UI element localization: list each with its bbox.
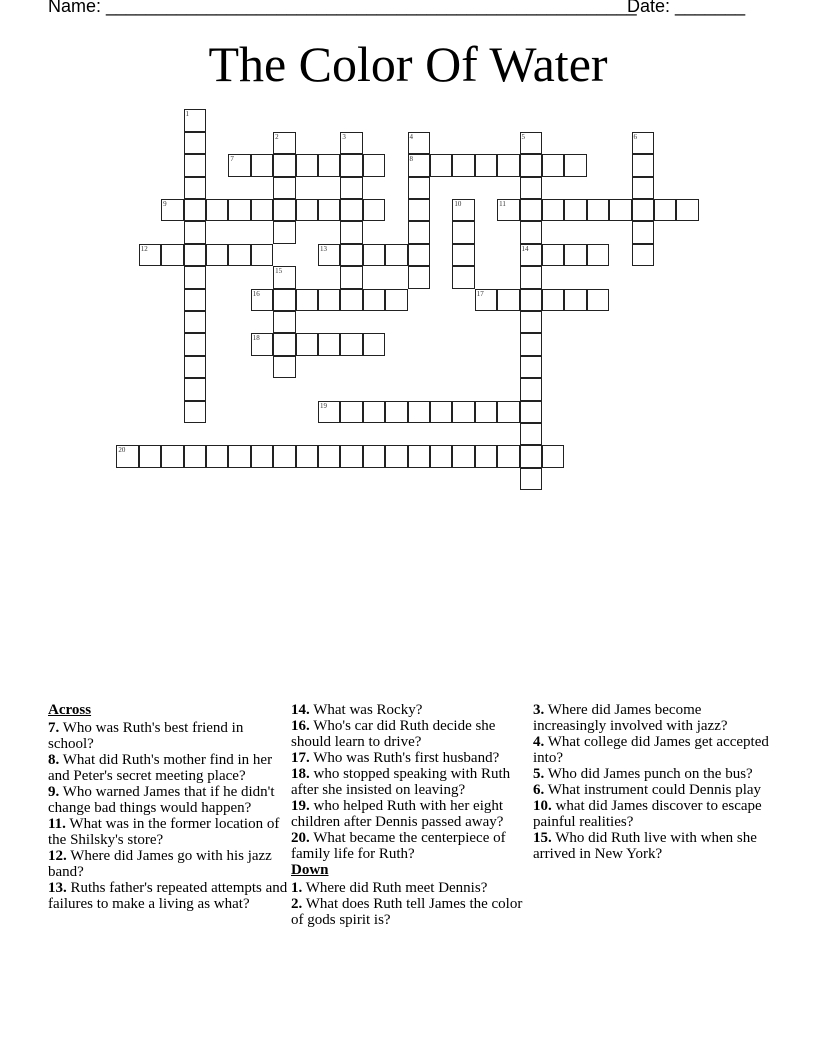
crossword-cell[interactable] (318, 289, 340, 311)
crossword-cell[interactable] (520, 132, 542, 154)
clue-text: What was Rocky? (313, 702, 423, 718)
crossword-cell[interactable] (184, 154, 206, 176)
crossword-cell[interactable] (273, 333, 295, 355)
cell-number: 19 (319, 401, 327, 410)
crossword-cell[interactable] (587, 199, 609, 221)
crossword-cell[interactable] (184, 378, 206, 400)
clue-number: 10. (533, 798, 552, 814)
crossword-cell[interactable] (251, 199, 273, 221)
crossword-cell[interactable] (408, 244, 430, 266)
cell-number: 16 (252, 289, 260, 298)
crossword-cell[interactable] (184, 333, 206, 355)
crossword-cell[interactable] (385, 244, 407, 266)
crossword-cell[interactable] (184, 356, 206, 378)
clue-number: 16. (291, 718, 310, 734)
clue-text: What college did James get accepted into? (533, 734, 769, 766)
clue-down-2 (291, 896, 531, 928)
crossword-cell[interactable] (184, 109, 206, 131)
crossword-cell[interactable] (520, 244, 542, 266)
crossword-cell[interactable] (542, 199, 564, 221)
crossword-cell[interactable] (520, 378, 542, 400)
crossword-cell[interactable] (408, 132, 430, 154)
crossword-cell[interactable] (452, 221, 474, 243)
crossword-cell[interactable] (430, 445, 452, 467)
cell-number: 18 (252, 334, 260, 343)
crossword-cell[interactable] (385, 289, 407, 311)
crossword-cell[interactable] (206, 445, 228, 467)
crossword-cell[interactable] (139, 244, 161, 266)
clue-across-13 (48, 880, 288, 912)
crossword-cell[interactable] (520, 177, 542, 199)
cell-number: 5 (521, 132, 526, 141)
clue-text: Who was Ruth's best friend in school? (48, 720, 244, 752)
crossword-cell[interactable] (497, 154, 519, 176)
clue-text: Who did James punch on the bus? (547, 766, 753, 782)
clue-across-9 (48, 784, 288, 816)
down-heading: Down (291, 862, 329, 878)
crossword-cell[interactable] (184, 401, 206, 423)
clue-number: 19. (291, 798, 310, 814)
crossword-cell[interactable] (520, 311, 542, 333)
crossword-cell[interactable] (251, 333, 273, 355)
crossword-cell[interactable] (251, 289, 273, 311)
crossword-cell[interactable] (564, 244, 586, 266)
crossword-cell[interactable] (497, 401, 519, 423)
crossword-cell[interactable] (139, 445, 161, 467)
clue-text: Where did Ruth meet Dennis? (305, 880, 488, 896)
clue-number: 4. (533, 734, 545, 750)
cell-number: 11 (499, 199, 506, 208)
crossword-cell[interactable] (475, 289, 497, 311)
crossword-cell[interactable] (273, 266, 295, 288)
crossword-cell[interactable] (251, 244, 273, 266)
crossword-cell[interactable] (632, 154, 654, 176)
crossword-cell[interactable] (520, 401, 542, 423)
crossword-cell[interactable] (408, 266, 430, 288)
clues-column-2 (291, 702, 531, 928)
crossword-cell[interactable] (632, 199, 654, 221)
cell-number: 10 (454, 199, 462, 208)
clues-column-3 (533, 702, 773, 862)
clue-across-16 (291, 718, 531, 750)
crossword-cell[interactable] (520, 266, 542, 288)
crossword-cell[interactable] (542, 154, 564, 176)
crossword-cell[interactable] (184, 221, 206, 243)
clue-text: What does Ruth tell James the color of gods spirit is? (291, 896, 523, 928)
crossword-cell[interactable] (273, 199, 295, 221)
clue-text: what did James discover to escape painful realities? (533, 798, 762, 830)
crossword-cell[interactable] (408, 154, 430, 176)
crossword-cell[interactable] (564, 154, 586, 176)
clue-text: Ruths father's repeated attempts and failures to make a living as what? (48, 880, 288, 912)
crossword-cell[interactable] (184, 199, 206, 221)
crossword-cell[interactable] (184, 266, 206, 288)
crossword-cell[interactable] (161, 244, 183, 266)
crossword-cell[interactable] (497, 445, 519, 467)
crossword-cell[interactable] (632, 132, 654, 154)
crossword-cell[interactable] (408, 221, 430, 243)
clue-across-14 (291, 702, 531, 718)
cell-number: 17 (476, 289, 484, 298)
clue-text: Who's car did Ruth decide she should learn to drive? (291, 718, 496, 750)
cell-number: 15 (275, 267, 283, 276)
clue-down-10 (533, 798, 773, 830)
clue-number: 1. (291, 880, 303, 896)
crossword-cell[interactable] (184, 289, 206, 311)
clue-number: 13. (48, 880, 67, 896)
crossword-cell[interactable] (228, 244, 250, 266)
clue-across-19 (291, 798, 531, 830)
page-title: The Color Of Water (208, 36, 608, 92)
crossword-cell[interactable] (632, 221, 654, 243)
crossword-cell[interactable] (273, 311, 295, 333)
crossword-cell[interactable] (340, 244, 362, 266)
crossword-cell[interactable] (340, 221, 362, 243)
crossword-cell[interactable] (273, 289, 295, 311)
clue-number: 17. (291, 750, 310, 766)
crossword-cell[interactable] (430, 154, 452, 176)
crossword-cell[interactable] (676, 199, 698, 221)
crossword-cell[interactable] (632, 177, 654, 199)
crossword-cell[interactable] (161, 199, 183, 221)
cell-number: 2 (275, 132, 279, 141)
crossword-cell[interactable] (318, 445, 340, 467)
crossword-cell[interactable] (340, 445, 362, 467)
clue-number: 12. (48, 848, 67, 864)
crossword-cell[interactable] (452, 401, 474, 423)
crossword-cell[interactable] (340, 199, 362, 221)
crossword-cell[interactable] (161, 445, 183, 467)
crossword-cell[interactable] (497, 289, 519, 311)
crossword-cell[interactable] (273, 221, 295, 243)
crossword-cell[interactable] (184, 311, 206, 333)
clue-text: Who was Ruth's first husband? (313, 750, 500, 766)
crossword-cell[interactable] (363, 154, 385, 176)
crossword-cell[interactable] (184, 445, 206, 467)
cell-number: 13 (319, 244, 327, 253)
crossword-cell[interactable] (520, 221, 542, 243)
clue-text: What did Ruth's mother find in her and Peter's secret meeting place? (48, 752, 273, 784)
crossword-cell[interactable] (363, 445, 385, 467)
crossword-cell[interactable] (340, 266, 362, 288)
crossword-cell[interactable] (475, 445, 497, 467)
crossword-cell[interactable] (520, 445, 542, 467)
clue-text: Where did James become increasingly involved with jazz? (533, 702, 728, 734)
name-field[interactable]: Name: _____________________________________________________ (48, 0, 637, 16)
clue-number: 8. (48, 752, 60, 768)
clue-down-1 (291, 880, 531, 896)
crossword-cell[interactable] (228, 154, 250, 176)
crossword-cell[interactable] (385, 401, 407, 423)
cell-number: 12 (140, 244, 148, 253)
crossword-cell[interactable] (318, 244, 340, 266)
crossword-cell[interactable] (340, 401, 362, 423)
crossword-cell[interactable] (318, 333, 340, 355)
crossword-cell[interactable] (520, 199, 542, 221)
crossword-cell[interactable] (251, 154, 273, 176)
crossword-cell[interactable] (475, 401, 497, 423)
crossword-cell[interactable] (363, 333, 385, 355)
clue-across-8 (48, 752, 288, 784)
clue-text: Who did Ruth live with when she arrived in New York? (533, 830, 757, 862)
cell-number: 6 (633, 132, 638, 141)
crossword-cell[interactable] (184, 244, 206, 266)
clue-text: who helped Ruth with her eight children after Dennis passed away? (291, 798, 504, 830)
crossword-cell[interactable] (363, 289, 385, 311)
crossword-cell[interactable] (564, 199, 586, 221)
crossword-cell[interactable] (542, 244, 564, 266)
crossword-cell[interactable] (273, 154, 295, 176)
cell-number: 20 (118, 446, 126, 455)
clues-column-1 (48, 702, 288, 912)
clue-across-18 (291, 766, 531, 798)
crossword-cell[interactable] (654, 199, 676, 221)
crossword-cell[interactable] (273, 445, 295, 467)
cell-number: 14 (521, 244, 529, 253)
clue-number: 20. (291, 830, 310, 846)
crossword-cell[interactable] (228, 199, 250, 221)
crossword-cell[interactable] (363, 199, 385, 221)
crossword-cell[interactable] (520, 154, 542, 176)
across-heading: Across (48, 702, 92, 718)
cell-number: 8 (409, 155, 414, 164)
crossword-cell[interactable] (430, 401, 452, 423)
clue-number: 18. (291, 766, 310, 782)
crossword-cell[interactable] (408, 445, 430, 467)
cell-number: 4 (409, 132, 414, 141)
crossword-cell[interactable] (273, 132, 295, 154)
crossword-cell[interactable] (340, 177, 362, 199)
crossword-cell[interactable] (296, 289, 318, 311)
crossword-cell[interactable] (452, 154, 474, 176)
crossword-cell[interactable] (296, 445, 318, 467)
crossword-cell[interactable] (497, 199, 519, 221)
crossword-cell[interactable] (408, 401, 430, 423)
crossword-cell[interactable] (385, 445, 407, 467)
crossword-cell[interactable] (520, 468, 542, 490)
crossword-cell[interactable] (273, 177, 295, 199)
crossword-cell[interactable] (116, 445, 138, 467)
crossword-cell[interactable] (542, 289, 564, 311)
crossword-cell[interactable] (475, 154, 497, 176)
clue-text: Where did James go with his jazz band? (48, 848, 272, 880)
crossword-cell[interactable] (587, 244, 609, 266)
crossword-cell[interactable] (564, 289, 586, 311)
clue-across-20 (291, 830, 531, 862)
crossword-cell[interactable] (452, 244, 474, 266)
clue-number: 11. (48, 816, 66, 832)
clue-down-3 (533, 702, 773, 734)
clue-number: 14. (291, 702, 310, 718)
crossword-cell[interactable] (520, 423, 542, 445)
clue-text: Who warned James that if he didn't change bad things would happen? (48, 784, 275, 816)
crossword-cell[interactable] (296, 199, 318, 221)
clue-text: What was in the former location of the Shilsky's store? (48, 816, 280, 848)
clue-number: 9. (48, 784, 60, 800)
clue-number: 2. (291, 896, 303, 912)
clue-text: What became the centerpiece of family life for Ruth? (291, 830, 506, 862)
crossword-cell[interactable] (408, 199, 430, 221)
crossword-cell[interactable] (520, 333, 542, 355)
clue-down-5 (533, 766, 773, 782)
crossword-cell[interactable] (251, 445, 273, 467)
cell-number: 1 (185, 110, 190, 119)
crossword-cell[interactable] (632, 244, 654, 266)
date-field[interactable]: Date: _______ (627, 0, 746, 16)
clue-across-17 (291, 750, 531, 766)
crossword-cell[interactable] (452, 266, 474, 288)
crossword-cell[interactable] (520, 289, 542, 311)
crossword-cell[interactable] (340, 154, 362, 176)
clue-down-4 (533, 734, 773, 766)
crossword-cell[interactable] (520, 356, 542, 378)
cell-number: 3 (342, 132, 346, 141)
name-date-header (48, 0, 746, 17)
crossword-cell[interactable] (340, 333, 362, 355)
clue-number: 15. (533, 830, 552, 846)
cell-number: 9 (163, 199, 167, 208)
crossword-cell[interactable] (228, 445, 250, 467)
crossword-cell[interactable] (206, 199, 228, 221)
crossword-cell[interactable] (296, 154, 318, 176)
crossword-cell[interactable] (452, 445, 474, 467)
crossword-cell[interactable] (318, 154, 340, 176)
crossword-cell[interactable] (542, 445, 564, 467)
clue-text: What instrument could Dennis play (547, 782, 762, 798)
clue-across-12 (48, 848, 288, 880)
crossword-cell[interactable] (184, 132, 206, 154)
crossword-cell[interactable] (296, 333, 318, 355)
crossword-cell[interactable] (206, 244, 228, 266)
cell-number: 7 (230, 155, 234, 164)
crossword-cell[interactable] (363, 401, 385, 423)
clue-number: 7. (48, 720, 60, 736)
crossword-cell[interactable] (318, 401, 340, 423)
clue-across-7 (48, 720, 288, 752)
crossword-cell[interactable] (273, 356, 295, 378)
clue-down-6 (533, 782, 773, 798)
crossword-cell[interactable] (609, 199, 631, 221)
crossword-cell[interactable] (318, 199, 340, 221)
clue-number: 5. (533, 766, 545, 782)
clue-number: 3. (533, 702, 545, 718)
clue-text: who stopped speaking with Ruth after she insisted on leaving? (291, 766, 511, 798)
clue-down-15 (533, 830, 773, 862)
clue-number: 6. (533, 782, 545, 798)
crossword-cell[interactable] (363, 244, 385, 266)
crossword-cell[interactable] (340, 289, 362, 311)
crossword-cell[interactable] (340, 132, 362, 154)
crossword-cell[interactable] (184, 177, 206, 199)
clue-across-11 (48, 816, 288, 848)
crossword-cell[interactable] (408, 177, 430, 199)
crossword-cell[interactable] (452, 199, 474, 221)
crossword-cell[interactable] (587, 289, 609, 311)
